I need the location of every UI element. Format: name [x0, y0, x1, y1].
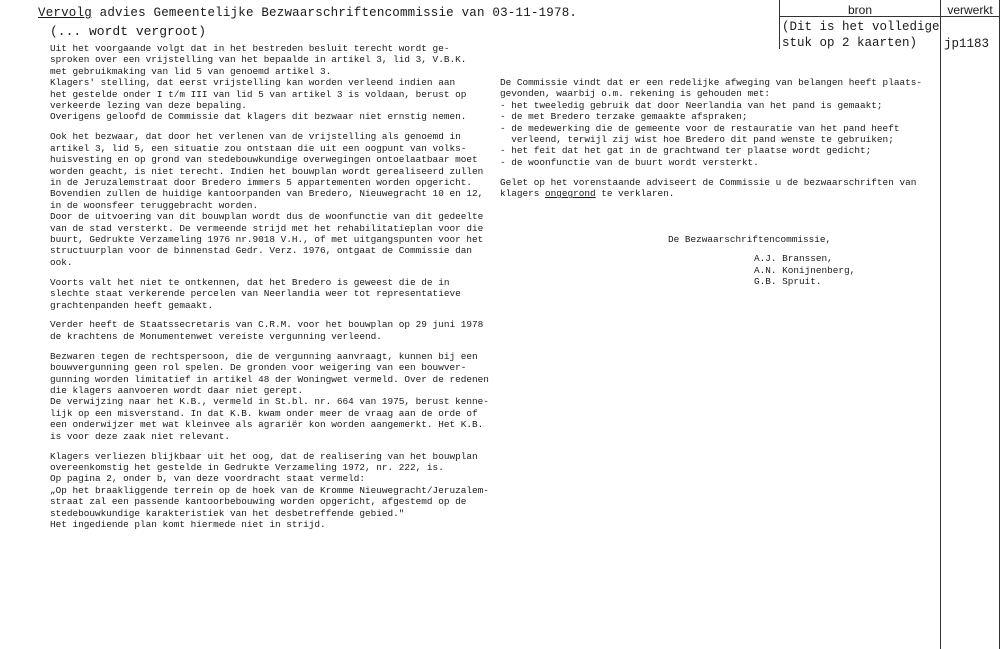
text-line: stedebouwkundige karakteristiek van het desbetreffende gebied."	[50, 507, 405, 519]
register-code: jp1183	[944, 37, 990, 51]
text-line: sproken over een vrijstelling van het bepaalde in artikel 3, lid 3, V.B.K.	[50, 54, 467, 66]
paragraph-gap	[50, 268, 489, 277]
conclusion-post: te verklaren.	[595, 188, 675, 200]
bullet-item: - het feit dat het gat in de grachtwand ter plaatse wordt gedicht;	[500, 145, 872, 157]
paragraph-gap	[500, 245, 922, 254]
paragraph-gap	[500, 168, 922, 177]
text-line: Op pagina 2, onder b, van deze voordracht staat vermeld:	[50, 473, 366, 485]
text-line: ook.	[50, 256, 73, 268]
document-title	[38, 6, 577, 20]
text-line: Klagers verliezen blijkbaar uit het oog, dat de realisering van het bouwplan	[50, 450, 478, 462]
text-line: verkeerde lezing van deze bepaling.	[50, 100, 247, 112]
signatory: G.B. Spruit.	[754, 276, 822, 288]
register-note: (Dit is het volledige stuk op 2 kaarten)	[782, 20, 940, 50]
text-line: in de woonsfeer teruggebracht worden.	[50, 199, 259, 211]
signature-gap	[500, 200, 922, 234]
text-line: Overigens geloofd de Commissie dat klagers dit bezwaar niet ernstig nemen.	[50, 111, 467, 123]
register-col-verwerkt: verwerkt	[947, 3, 993, 17]
bullet-item: - de woonfunctie van de buurt wordt versterkt.	[500, 156, 759, 168]
paragraph-gap	[50, 342, 489, 351]
title-prefix: Vervolg	[38, 6, 92, 20]
text-line: artikel 3, lid 5, een situatie zou ontstaan die uit een oogpunt van volks-	[50, 142, 467, 154]
text-line: de krachtens de Monumentenwet vereiste vergunning verleend.	[50, 330, 382, 342]
text-line: Ook het bezwaar, dat door het verlenen van de vrijstelling als genoemd in	[50, 131, 461, 143]
text-line: Voorts valt het niet te ontkennen, dat het Bredero is geweest die de in	[50, 276, 450, 288]
text-line: Verder heeft de Staatssecretaris van C.R.M. voor het bouwplan op 29 juni 1978	[50, 319, 484, 331]
text-line: straat zal een passende kantoorbebouwing worden opgericht, afgestemd op de	[50, 496, 467, 508]
register-divider-middle	[940, 0, 941, 649]
text-line: van de stad versterkt. De vermeende strijd met het rehabilitatieplan voor die	[50, 222, 484, 234]
paragraph-gap	[50, 123, 489, 132]
text-line: buurt, Gedrukte Verzameling 1976 nr.9018 V.H., of met uitgangspunten voor het	[50, 234, 484, 245]
signatory: A.J. Branssen,	[754, 253, 833, 265]
text-line: met gebruikmaking van lid 5 van genoemd artikel 3.	[50, 65, 332, 77]
text-line: De verwijzing naar het K.B., vermeld in St.bl. nr. 664 van 1975, berust kenne-	[50, 396, 489, 408]
conclusion-verdict: ongegrond	[545, 188, 596, 200]
text-line: „Op het braakliggende terrein op de hoek van de Kromme Nieuwegracht/Jeruzalem-	[50, 484, 489, 496]
right-column	[500, 77, 922, 288]
text-line: Uit het voorgaande volgt dat in het bestreden besluit terecht wordt ge-	[50, 43, 450, 54]
text-line: De Commissie vindt dat er een redelijke afweging van belangen heeft plaats-	[500, 77, 922, 88]
text-line: structuurplan voor de binnenstad Gedr. Verz. 1976, ontgaat de Commissie dan	[50, 245, 472, 257]
text-line: Klagers' stelling, dat eerst vrijstelling kan worden verleend indien aan	[50, 77, 456, 89]
bullet-item: - de medewerking die de gemeente voor de restauratie van het pand heeft	[500, 122, 900, 134]
text-line: gevonden, waarbij o.m. rekening is gehouden met:	[500, 88, 771, 100]
left-column	[50, 43, 489, 530]
text-line: slechte staat verkerende percelen van Neerlandia weer tot representatieve	[50, 288, 461, 300]
register-col-bron: bron	[847, 3, 873, 17]
conclusion-line	[500, 188, 922, 199]
text-line: huisvesting en op grond van stedebouwkundige overwegingen ontoelaatbaar moet	[50, 154, 478, 166]
text-line: lijk op een misverstand. In dat K.B. kwam onder meer de vraag aan de orde of	[50, 407, 478, 419]
text-line: Bezwaren tegen de rechtspersoon, die de vergunning aanvraagt, kunnen bij een	[50, 350, 478, 362]
text-line: Het ingediende plan komt hiermede niet in strijd.	[50, 518, 326, 530]
conclusion-pre: klagers	[500, 188, 546, 200]
text-line: grachtenpanden heeft gemaakt.	[50, 299, 214, 311]
signatory: A.N. Konijnenberg,	[754, 264, 856, 276]
text-line: Bovendien zullen de huidige kantoorpanden van Bredero, Nieuwegracht 10 en 12,	[50, 188, 484, 200]
bullet-item: - de met Bredero terzake gemaakte afspraken;	[500, 111, 748, 123]
text-line: die klagers aanvoeren wordt daar niet gerept.	[50, 384, 304, 396]
bullet-item: - het tweeledig gebruik dat door Neerlandia van het pand is gemaakt;	[500, 99, 883, 111]
text-line: is voor deze zaak niet relevant.	[50, 430, 231, 442]
paragraph-gap	[50, 442, 489, 451]
text-line: het gestelde onder I t/m III van lid 5 van artikel 3 is voldaan, berust op	[50, 88, 467, 100]
document-subtitle: (... wordt vergroot)	[50, 24, 207, 39]
bullet-item: verleend, terwijl zij wist hoe Bredero dit pand wenste te gebruiken;	[500, 134, 894, 146]
signature-heading: De Bezwaarschriftencommissie,	[668, 233, 832, 245]
text-line: bouwvergunning geen rol spelen. De gronden voor weigering van een bouwver-	[50, 362, 467, 374]
text-line: overeenkomstig het gestelde in Gedrukte Verzameling 1972, nr. 222, is.	[50, 461, 444, 473]
text-line: gunning worden limitatief in artikel 48 der Woningwet vermeld. Over de redenen	[50, 373, 489, 385]
text-line: een onderwijzer met wat kleinvee als agrariër kon worden aangemerkt. Het K.B.	[50, 419, 484, 431]
text-line: Door de uitvoering van dit bouwplan wordt dus de woonfunctie van dit gedeelte	[50, 211, 484, 223]
paragraph-gap	[50, 311, 489, 320]
conclusion-line: Gelet op het vorenstaande adviseert de Commissie u de bezwaarschriften van	[500, 176, 917, 188]
text-line: worden geacht, is niet terecht. Indien het bouwplan wordt gerealiseerd zullen	[50, 165, 484, 177]
title-rest: advies Gemeentelijke Bezwaarschriftencommissie van 03-11-1978.	[91, 6, 578, 20]
text-line: in de Jeruzalemstraat door Bredero immers 5 appartementen worden opgericht.	[50, 176, 472, 188]
